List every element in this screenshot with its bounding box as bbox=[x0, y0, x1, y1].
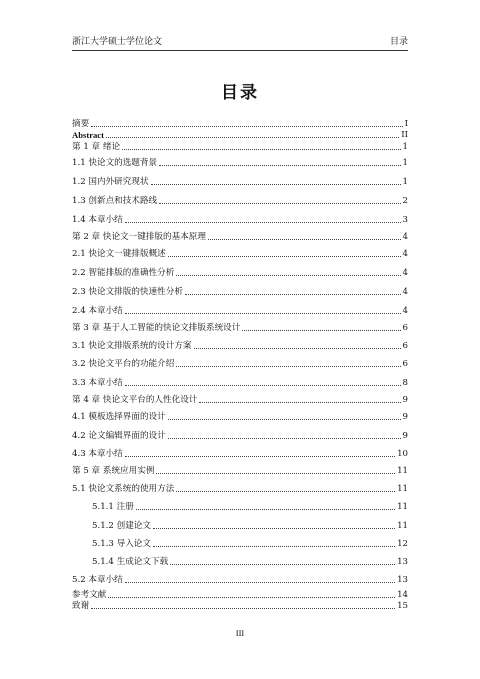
toc-dot-leader bbox=[199, 402, 400, 403]
toc-entry[interactable] bbox=[72, 574, 408, 586]
toc-entry-page: 15 bbox=[397, 601, 408, 611]
toc-entry-label: Abstract bbox=[72, 130, 104, 140]
toc-dot-leader bbox=[125, 456, 395, 457]
toc-entry-label: 2.2 智能排版的准确性分析 bbox=[72, 268, 175, 278]
toc-entry-page: 6 bbox=[402, 359, 408, 369]
toc-dot-leader bbox=[91, 608, 395, 609]
toc-entry-label: 5.1.3 导入论文 bbox=[92, 539, 151, 549]
toc-entry-label: 2.3 快论文排版的快速性分析 bbox=[72, 287, 183, 297]
toc-dot-leader bbox=[159, 203, 400, 204]
toc-dot-leader bbox=[194, 348, 401, 349]
toc-entry-label: 1.4 本章小结 bbox=[72, 215, 123, 225]
toc-entry-page: I bbox=[404, 119, 408, 129]
toc-entry-page: 1 bbox=[402, 142, 408, 152]
toc-dot-leader bbox=[185, 294, 401, 295]
toc-entry[interactable] bbox=[72, 214, 408, 226]
toc-entry[interactable] bbox=[72, 305, 408, 317]
toc-dot-leader bbox=[153, 528, 395, 529]
toc-entry-page: 2 bbox=[402, 196, 408, 206]
toc-entry-label: 3.2 快论文平台的功能介绍 bbox=[72, 359, 175, 369]
toc-entry[interactable] bbox=[72, 377, 408, 389]
toc-entry-label: 5.2 本章小结 bbox=[72, 575, 123, 585]
toc-dot-leader bbox=[125, 222, 401, 223]
toc-dot-leader bbox=[168, 438, 401, 439]
toc-entry-page: 9 bbox=[402, 395, 408, 405]
toc-entry-page: 4 bbox=[402, 287, 408, 297]
toc-entry-label: 3.3 本章小结 bbox=[72, 378, 123, 388]
toc-dot-leader bbox=[176, 366, 400, 367]
toc-dot-leader bbox=[136, 509, 395, 510]
toc-entry-label: 4.3 本章小结 bbox=[72, 449, 123, 459]
toc-entry-page: 3 bbox=[402, 215, 408, 225]
toc-entry-page: 13 bbox=[397, 575, 408, 585]
toc-entry[interactable] bbox=[72, 129, 408, 141]
toc-entry[interactable] bbox=[72, 358, 408, 370]
toc-entry[interactable] bbox=[72, 195, 408, 207]
toc-dot-leader bbox=[125, 582, 395, 583]
page-title: 目录 bbox=[221, 83, 259, 103]
toc-entry-label: 3.1 快论文排版系统的设计方案 bbox=[72, 341, 192, 351]
header-section-name: 目录 bbox=[389, 37, 408, 47]
toc-entry-label: 1.2 国内外研究现状 bbox=[72, 177, 149, 187]
toc-entry[interactable] bbox=[72, 141, 408, 153]
toc-dot-leader bbox=[168, 256, 401, 257]
running-header bbox=[72, 36, 408, 50]
page-number: III bbox=[235, 628, 245, 638]
toc-entry[interactable] bbox=[72, 267, 408, 279]
toc-entry[interactable] bbox=[72, 538, 408, 550]
toc-dot-leader bbox=[108, 597, 395, 598]
toc-entry-label: 第 1 章 绪论 bbox=[72, 142, 121, 152]
toc-entry-page: 6 bbox=[402, 323, 408, 333]
toc-entry-label: 第 4 章 快论文平台的人性化设计 bbox=[72, 395, 198, 405]
toc-entry-label: 1.1 快论文的选题背景 bbox=[72, 158, 158, 168]
toc-entry-page: 4 bbox=[402, 249, 408, 259]
toc-entry-page: 9 bbox=[402, 431, 408, 441]
toc-entry-page: 8 bbox=[402, 378, 408, 388]
toc-entry[interactable] bbox=[72, 394, 408, 406]
toc-entry[interactable] bbox=[72, 556, 408, 568]
toc-entry-page: 12 bbox=[397, 539, 408, 549]
toc-dot-leader bbox=[168, 419, 401, 420]
toc-entry[interactable] bbox=[72, 520, 408, 532]
toc-entry-page: 11 bbox=[397, 484, 408, 494]
toc-dot-leader bbox=[125, 313, 401, 314]
toc-entry[interactable] bbox=[72, 340, 408, 352]
toc-entry-page: 9 bbox=[402, 412, 408, 422]
header-thesis-title: 浙江大学硕士学位论文 bbox=[72, 37, 163, 47]
toc-entry[interactable] bbox=[72, 465, 408, 477]
toc-entry-page: 13 bbox=[397, 557, 408, 567]
toc-entry-page: 1 bbox=[402, 158, 408, 168]
toc-dot-leader bbox=[106, 137, 399, 138]
toc-entry[interactable] bbox=[72, 322, 408, 334]
toc-dot-leader bbox=[91, 126, 402, 127]
toc-entry-page: 11 bbox=[397, 502, 408, 512]
toc-entry-page: 4 bbox=[402, 232, 408, 242]
toc-dot-leader bbox=[176, 491, 395, 492]
toc-entry[interactable] bbox=[72, 448, 408, 460]
toc-entry-page: 10 bbox=[397, 449, 408, 459]
toc-dot-leader bbox=[153, 546, 395, 547]
toc-entry[interactable] bbox=[72, 600, 408, 612]
toc-entry-page: 4 bbox=[402, 306, 408, 316]
toc-entry[interactable] bbox=[72, 430, 408, 442]
toc-dot-leader bbox=[122, 149, 400, 150]
toc-entry[interactable] bbox=[72, 411, 408, 423]
toc-dot-leader bbox=[159, 165, 400, 166]
toc-dot-leader bbox=[208, 239, 401, 240]
toc-dot-leader bbox=[176, 275, 400, 276]
toc-dot-leader bbox=[151, 184, 401, 185]
toc-entry-label: 致谢 bbox=[72, 601, 90, 611]
toc-entry-label: 5.1 快论文系统的使用方法 bbox=[72, 484, 175, 494]
toc-entry[interactable] bbox=[72, 483, 408, 495]
toc-entry-page: 1 bbox=[402, 177, 408, 187]
toc-entry-page: 11 bbox=[397, 521, 408, 531]
toc-entry-page: 6 bbox=[402, 341, 408, 351]
toc-dot-leader bbox=[156, 473, 395, 474]
toc-entry-page: 14 bbox=[397, 590, 408, 600]
toc-entry-label: 2.1 快论文一键排版概述 bbox=[72, 249, 166, 259]
toc-dot-leader bbox=[170, 564, 395, 565]
toc-entry-label: 5.1.2 创建论文 bbox=[92, 521, 151, 531]
header-divider bbox=[72, 50, 408, 51]
toc-entry[interactable] bbox=[72, 176, 408, 188]
toc-entry[interactable] bbox=[72, 501, 408, 513]
toc-entry-label: 5.1.4 生成论文下载 bbox=[92, 557, 169, 567]
toc-entry-page: 4 bbox=[402, 268, 408, 278]
toc-entry-label: 5.1.1 注册 bbox=[92, 502, 134, 512]
toc-dot-leader bbox=[125, 385, 401, 386]
toc-dot-leader bbox=[242, 330, 400, 331]
toc-entry-label: 第 5 章 系统应用实例 bbox=[72, 466, 155, 476]
toc-entry-label: 第 2 章 快论文一键排版的基本原理 bbox=[72, 232, 206, 242]
toc-entry-label: 2.4 本章小结 bbox=[72, 306, 123, 316]
toc-entry-label: 摘要 bbox=[72, 119, 90, 129]
toc-entry-label: 参考文献 bbox=[72, 590, 107, 600]
toc-entry-page: II bbox=[401, 130, 408, 140]
toc-entry[interactable] bbox=[72, 248, 408, 260]
toc-entry-label: 4.1 模板选择界面的设计 bbox=[72, 412, 166, 422]
toc-entry-label: 第 3 章 基于人工智能的快论文排版系统设计 bbox=[72, 323, 241, 333]
toc-entry-page: 11 bbox=[397, 466, 408, 476]
toc-entry[interactable] bbox=[72, 286, 408, 298]
toc-entry[interactable] bbox=[72, 157, 408, 169]
toc-entry-label: 4.2 论文编辑界面的设计 bbox=[72, 431, 166, 441]
toc-entry[interactable] bbox=[72, 231, 408, 243]
toc-entry-label: 1.3 创新点和技术路线 bbox=[72, 196, 158, 206]
